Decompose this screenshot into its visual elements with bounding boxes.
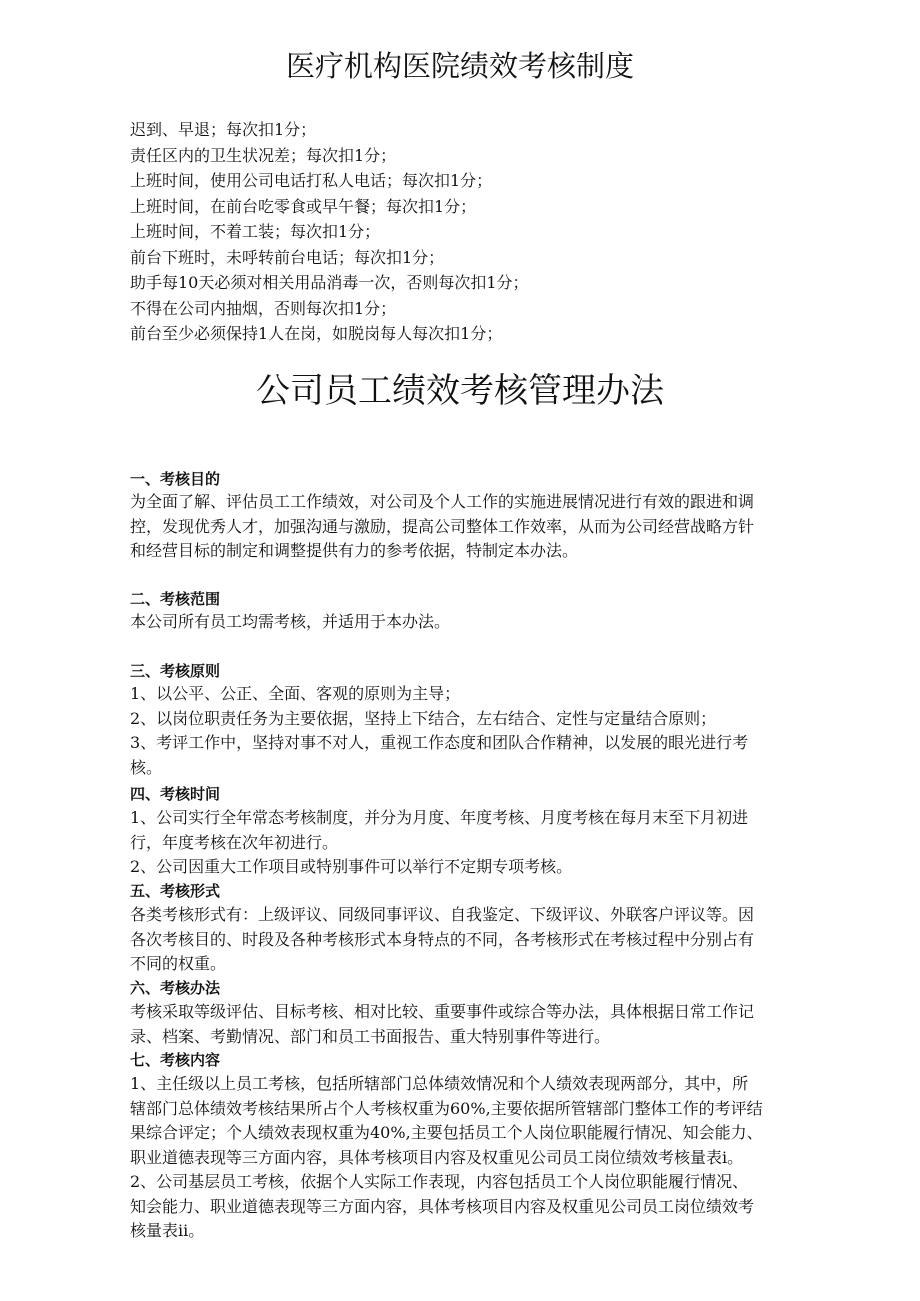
paragraph-line: 核。 bbox=[130, 757, 163, 777]
section-body-scope bbox=[130, 610, 800, 635]
paragraph-line: 控，发现优秀人才，加强沟通与激励，提高公司整体工作效率，从而为公司经营战略方针 bbox=[130, 516, 755, 536]
paragraph-line: 行，年度考核在次年初进行。 bbox=[130, 832, 339, 852]
section-heading-methods: 六、考核办法 bbox=[130, 979, 221, 997]
deduction-rules-list bbox=[130, 117, 810, 347]
section-body-timing bbox=[130, 806, 800, 880]
paragraph-line: 辖部门总体绩效考核结果所占个人考核权重为60%,主要依据所管辖部门整体工作的考评结 bbox=[130, 1098, 763, 1118]
section-heading-forms: 五、考核形式 bbox=[130, 882, 221, 900]
section-main-title: 公司员工绩效考核管理办法 bbox=[256, 371, 664, 411]
paragraph-line: 考核采取等级评估、目标考核、相对比较、重要事件或综合等办法，具体根据日常工作记 bbox=[130, 1002, 755, 1021]
paragraph-line: 3、考评工作中，坚持对事不对人，重视工作态度和团队合作精神，以发展的眼光进行考 bbox=[130, 733, 749, 752]
section-heading-content: 七、考核内容 bbox=[130, 1051, 221, 1069]
paragraph-line: 2、公司因重大工作项目或特别事件可以举行不定期专项考核。 bbox=[130, 857, 573, 876]
rule-item: 前台下班时，未呼转前台电话；每次扣1分； bbox=[130, 247, 445, 267]
section-heading-purpose: 一、考核目的 bbox=[130, 470, 221, 488]
section-body-forms bbox=[130, 903, 800, 977]
rule-item: 上班时间，在前台吃零食或早午餐；每次扣1分； bbox=[130, 196, 477, 216]
paragraph-line: 核量表ii。 bbox=[130, 1221, 205, 1240]
paragraph-line: 不同的权重。 bbox=[130, 954, 227, 973]
rule-item: 责任区内的卫生状况差；每次扣1分； bbox=[130, 145, 397, 165]
rule-item: 上班时间，使用公司电话打私人电话；每次扣1分； bbox=[130, 171, 493, 190]
section-heading-timing: 四、考核时间 bbox=[130, 785, 221, 803]
rule-item: 助手每10天必须对相关用品消毒一次，否则每次扣1分； bbox=[130, 273, 529, 292]
paragraph-line: 各类考核形式有：上级评议、同级同事评议、自我鉴定、下级评议、外联客户评议等。因 bbox=[130, 905, 755, 924]
paragraph-line: 为全面了解、评估员工工作绩效，对公司及个人工作的实施进展情况进行有效的跟进和调 bbox=[130, 492, 755, 511]
section-heading-scope: 二、考核范围 bbox=[130, 590, 221, 608]
document-title: 医疗机构医院绩效考核制度 bbox=[285, 49, 634, 83]
paragraph-line: 1、公司实行全年常态考核制度，并分为月度、年度考核、月度考核在每月末至下月初进 bbox=[130, 808, 749, 827]
paragraph-line: 1、主任级以上员工考核，包括所辖部门总体绩效情况和个人绩效表现两部分，其中，所 bbox=[130, 1074, 749, 1093]
paragraph-line: 知会能力、职业道德表现等三方面内容，具体考核项目内容及权重见公司员工岗位绩效考 bbox=[130, 1196, 755, 1216]
section-body-content bbox=[130, 1072, 800, 1244]
paragraph-line: 2、公司基层员工考核，依据个人实际工作表现，内容包括员工个人岗位职能履行情况、 bbox=[130, 1172, 749, 1191]
section-heading-principles: 三、考核原则 bbox=[130, 662, 221, 680]
rule-item: 不得在公司内抽烟，否则每次扣1分； bbox=[130, 298, 397, 318]
section-body-purpose bbox=[130, 490, 800, 564]
section-body-methods bbox=[130, 1000, 800, 1049]
paragraph-line: 和经营目标的制定和调整提供有力的参考依据，特制定本办法。 bbox=[130, 541, 579, 560]
rule-item: 上班时间，不着工装；每次扣1分； bbox=[130, 222, 381, 241]
paragraph-line: 录、档案、考勤情况、部门和员工书面报告、重大特别事件等进行。 bbox=[130, 1026, 611, 1046]
paragraph-line: 果综合评定；个人绩效表现权重为40%,主要包括员工个人岗位职能履行情况、知会能力、 bbox=[130, 1123, 763, 1142]
paragraph-line: 2、以岗位职责任务为主要依据，坚持上下结合，左右结合、定性与定量结合原则； bbox=[130, 708, 717, 728]
rule-item: 迟到、早退；每次扣1分； bbox=[130, 120, 317, 139]
paragraph-line: 本公司所有员工均需考核，并适用于本办法。 bbox=[130, 612, 451, 631]
paragraph-line: 1、以公平、公正、全面、客观的原则为主导； bbox=[130, 684, 461, 703]
rule-item: 前台至少必须保持1人在岗，如脱岗每人每次扣1分； bbox=[130, 324, 503, 343]
paragraph-line: 各次考核目的、时段及各种考核形式本身特点的不同，各考核形式在考核过程中分别占有 bbox=[130, 929, 755, 949]
section-body-principles bbox=[130, 682, 800, 780]
paragraph-line: 职业道德表现等三方面内容，具体考核项目内容及权重见公司员工岗位绩效考核量表i。 bbox=[130, 1147, 744, 1167]
